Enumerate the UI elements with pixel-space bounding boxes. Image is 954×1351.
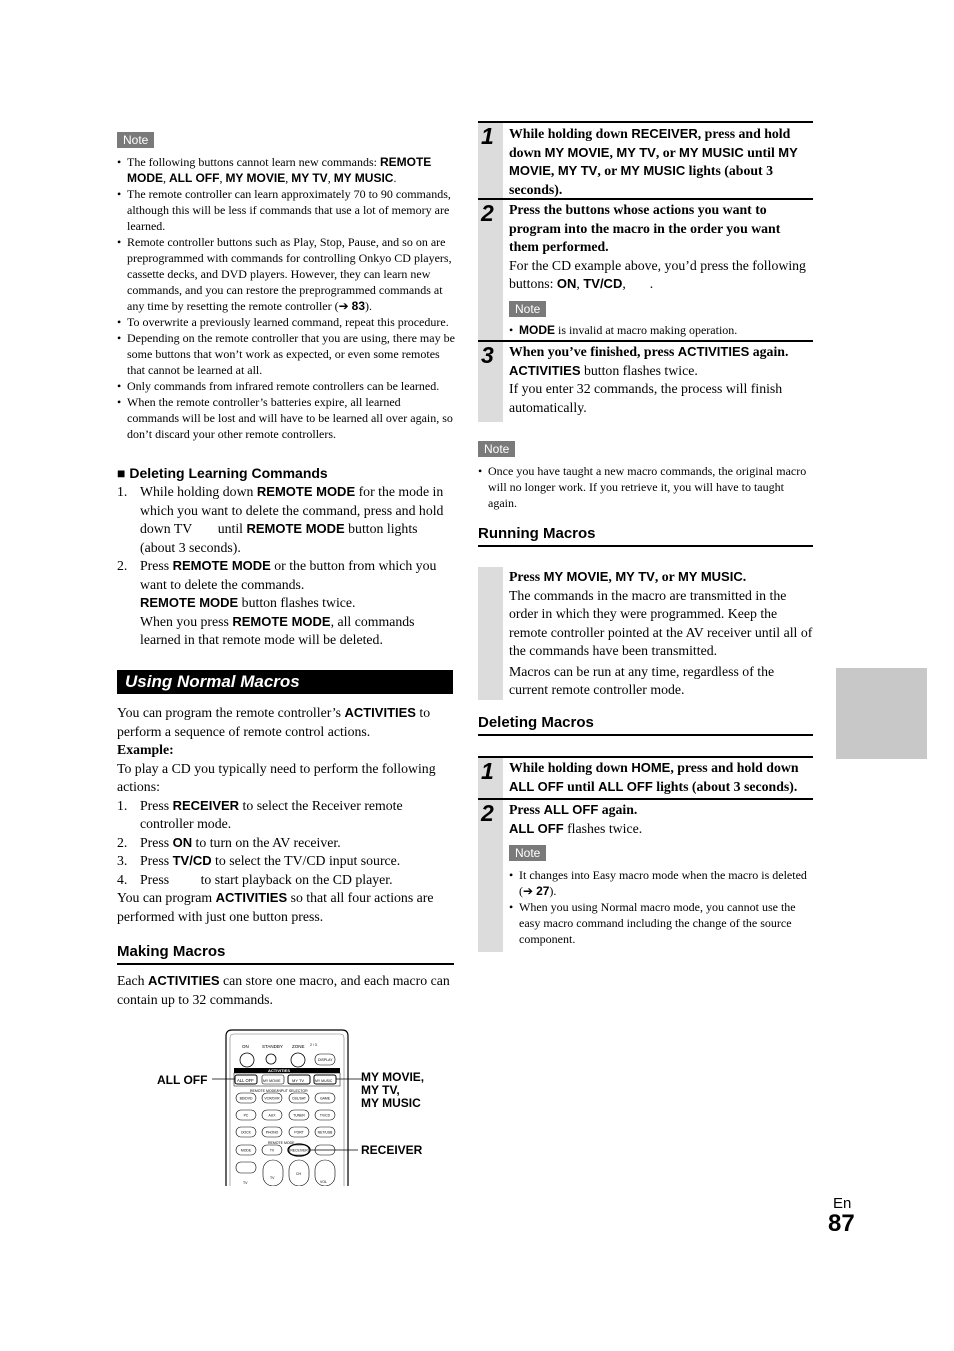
- deleting-macros-heading: Deleting Macros: [478, 714, 813, 736]
- list-item: • Once you have taught a new macro commands, the original macro will no longer work. If you retrieve it, you will have to taught again.: [478, 463, 813, 511]
- list-item: • When you using Normal macro mode, you cannot use the easy macro command including the change of the source component.: [509, 899, 813, 947]
- step-text: Press ALL OFF again. ALL OFF flashes twice. Note • It changes into Easy macro mode when the macro is deleted (➔ 27). • When you using Normal macro mode, you cannot use the easy macro command including the change of the source component.: [509, 800, 813, 947]
- note-list: [117, 154, 455, 442]
- svg-text:REMOTE MODE/INPUT SELECTOR: REMOTE MODE/INPUT SELECTOR: [250, 1089, 308, 1093]
- remote-button-label: NET/USB: [317, 1130, 333, 1135]
- note-badge: Note: [117, 132, 154, 148]
- example-steps: [117, 797, 455, 890]
- svg-text:MY MUSIC: MY MUSIC: [315, 1079, 333, 1083]
- list-item: • To overwrite a previously learned command, repeat this procedure.: [117, 314, 455, 330]
- example-text: To play a CD you typically need to perform the following actions:: [117, 760, 436, 794]
- step-bar: [478, 567, 503, 700]
- step-number: 3: [481, 342, 494, 368]
- remote-button-label: PC: [243, 1113, 249, 1118]
- page-number: 87: [828, 1210, 855, 1237]
- remote-button-label: AUX: [268, 1113, 276, 1118]
- step-number: 2: [481, 800, 494, 826]
- list-item: • MODE is invalid at macro making operation.: [509, 322, 813, 338]
- macro-step-1: [478, 121, 813, 199]
- list-item: 1. While holding down REMOTE MODE for the mode in which you want to delete the command, press and hold down TV until REMOTE MODE button lights (about 3 seconds).: [117, 484, 444, 555]
- svg-text:CH: CH: [296, 1172, 302, 1176]
- list-item: • Remote controller buttons such as Play, Stop, Pause, and so on are preprogrammed with commands for controlling Onkyo CD players, cassette decks, and DVD players. However, they can learn new commands, and you can restore the preprogrammed commands at any time by resetting the remote controller (➔ 83).: [117, 234, 455, 314]
- svg-text:MY TV: MY TV: [292, 1078, 305, 1083]
- delete-step-1: [478, 756, 813, 798]
- remote-button-label: DOCK: [241, 1130, 251, 1135]
- section-title: Using Normal Macros: [125, 672, 300, 691]
- remote-button-label: CBL/SAT: [292, 1096, 306, 1101]
- intro-paragraph: You can program the remote controller’s ACTIVITIES to perform a sequence of remote control actions.: [117, 705, 431, 739]
- remote-button-label: PORT: [294, 1130, 304, 1135]
- remote-button-label: RECEIVER: [290, 1148, 308, 1153]
- svg-text:REMOTE MODE: REMOTE MODE: [268, 1141, 295, 1145]
- list-item: • Depending on the remote controller that you are using, there may be some buttons that won’t work as expected, or even some remotes that cannot be learned at all.: [117, 330, 455, 378]
- svg-text:ZONE: ZONE: [292, 1044, 305, 1049]
- list-item: 4. Press to start playback on the CD player.: [117, 871, 393, 887]
- list-item: • The following buttons cannot learn new commands: REMOTE MODE, ALL OFF, MY MOVIE, MY TV, MY MUSIC.: [117, 154, 455, 186]
- remote-button-label: GAME: [320, 1096, 330, 1101]
- language-label: En: [833, 1195, 852, 1212]
- svg-text:2 / 3: 2 / 3: [310, 1043, 317, 1047]
- running-text: Press MY MOVIE, MY TV, or MY MUSIC. The commands in the macro are transmitted in the order in which they were programmed. Keep the remote controller pointed at the AV receiver until all of the commands have been transmitted. Macros can be run at any time, regardless of the current remote controller mode.: [509, 569, 813, 697]
- remote-button-label: MODE: [240, 1148, 252, 1153]
- intro-block: [117, 704, 455, 926]
- program-paragraph: You can program ACTIVITIES so that all four actions are performed with just one button press.: [117, 890, 434, 924]
- remote-figure: [150, 1028, 450, 1186]
- note-badge: Note: [478, 441, 515, 457]
- note-list: [509, 867, 813, 947]
- deleting-learning-heading: ■ Deleting Learning Commands: [117, 465, 328, 481]
- remote-button-label: BD/DVD: [239, 1096, 253, 1101]
- macro-step-3: [478, 340, 813, 422]
- note-badge: Note: [509, 301, 546, 317]
- delete-step-2: [478, 798, 813, 952]
- svg-text:ALL OFF: ALL OFF: [237, 1078, 254, 1083]
- deleting-learning-steps: [117, 483, 455, 650]
- remote-button-label: VCR/DVR: [264, 1096, 280, 1101]
- remote-button-label: PHONO: [265, 1130, 279, 1135]
- list-item: 2. Press REMOTE MODE or the button from which you want to delete the commands. REMOTE MODE button flashes twice. When you press REMOTE MODE, all commands learned in that remote mode will be deleted.: [117, 558, 437, 647]
- svg-text:TV: TV: [243, 1181, 248, 1185]
- step-text: While holding down HOME, press and hold down ALL OFF until ALL OFF lights (about 3 seconds).: [509, 760, 799, 794]
- section-title-bar: [117, 670, 453, 694]
- macro-step-2: [478, 198, 813, 341]
- list-item: • When the remote controller’s batteries expire, all learned commands will be lost and will have to be learned all over again, so don’t discard your other remote controllers.: [117, 394, 455, 442]
- remote-button-label: TUNER: [293, 1113, 305, 1118]
- list-item: • Only commands from infrared remote controllers can be learned.: [117, 378, 455, 394]
- remote-button-label: TV: [269, 1148, 275, 1153]
- running-macros-heading: Running Macros: [478, 525, 813, 547]
- svg-text:ACTIVITIES: ACTIVITIES: [268, 1068, 291, 1073]
- left-note-block: [117, 131, 455, 442]
- remote-button-label: TV/CD: [319, 1113, 331, 1118]
- svg-text:MY MOVIE: MY MOVIE: [263, 1079, 281, 1083]
- making-paragraph: Each ACTIVITIES can store one macro, and each macro can contain up to 32 commands.: [117, 973, 450, 1007]
- arrow-icon: ➔: [523, 883, 534, 898]
- svg-text:DISPLAY: DISPLAY: [318, 1058, 333, 1062]
- callout-all-off: ALL OFF: [157, 1073, 208, 1087]
- note-badge: Note: [509, 845, 546, 861]
- side-tab: [836, 668, 927, 759]
- list-item: 3. Press TV/CD to select the TV/CD input source.: [117, 853, 401, 868]
- step-text: When you’ve finished, press ACTIVITIES again. ACTIVITIES button flashes twice. If you enter 32 commands, the process will finish automatically.: [509, 344, 789, 415]
- list-item: • The remote controller can learn approximately 70 to 90 commands, although this will be less if commands that use a lot of memory are learned.: [117, 186, 455, 234]
- svg-text:VOL: VOL: [320, 1180, 328, 1184]
- making-macros-heading: Making Macros: [117, 943, 454, 965]
- step-number: 2: [481, 200, 494, 226]
- example-label: Example:: [117, 742, 174, 757]
- running-macros-box: [478, 567, 813, 700]
- svg-text:ON: ON: [242, 1044, 249, 1049]
- note-list: [509, 322, 813, 338]
- list-item: 1. Press RECEIVER to select the Receiver remote controller mode.: [117, 797, 403, 831]
- callout-my-movie: MY MOVIE, MY TV, MY MUSIC: [361, 1070, 425, 1110]
- step-number: 1: [481, 123, 494, 149]
- square-icon: ■: [117, 465, 126, 481]
- svg-text:STANDBY: STANDBY: [262, 1044, 283, 1049]
- step-text: While holding down RECEIVER, press and hold down MY MOVIE, MY TV, or MY MUSIC until MY MOVIE, MY TV, or MY MUSIC lights (about 3 seconds).: [509, 126, 798, 197]
- svg-text:TV: TV: [270, 1176, 275, 1180]
- list-item: • It changes into Easy macro mode when the macro is deleted (➔ 27).: [509, 867, 813, 899]
- right-note-block: [478, 440, 813, 511]
- step-number: 1: [481, 758, 494, 784]
- note-list: [478, 463, 813, 511]
- list-item: 2. Press ON to turn on the AV receiver.: [117, 834, 341, 850]
- callout-receiver: RECEIVER: [361, 1143, 423, 1157]
- arrow-icon: ➔: [338, 299, 349, 313]
- step-text: Press the buttons whose actions you want to program into the macro in the order you want them performed. For the CD example above, you’d press the following buttons: ON, TV/CD, . Note • MODE is invalid at macro making operation.: [509, 200, 813, 338]
